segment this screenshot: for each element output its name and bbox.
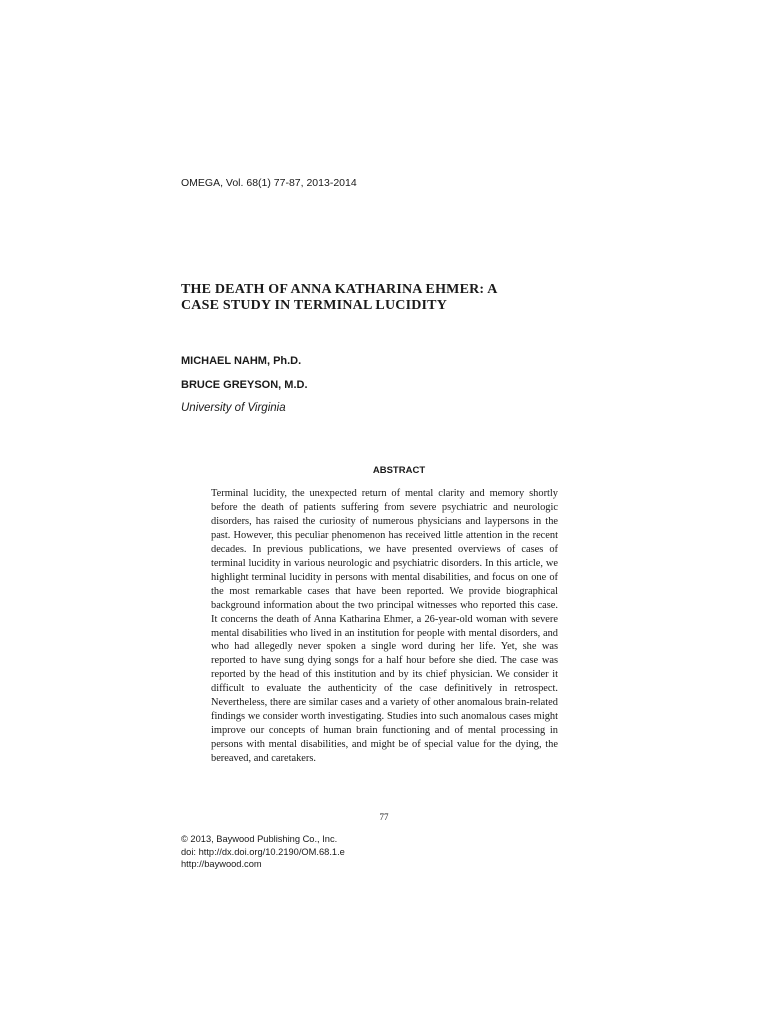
affiliation: University of Virginia [181,402,286,414]
author-2: BRUCE GREYSON, M.D. [181,379,308,391]
publisher-footer [181,833,345,871]
abstract-heading-row [0,465,768,476]
article-title-line-2: CASE STUDY IN TERMINAL LUCIDITY [181,298,448,313]
page-number: 77 [379,812,389,822]
copyright-line: © 2013, Baywood Publishing Co., Inc. [181,834,338,844]
article-title [181,282,601,314]
page-number-row [0,812,768,822]
author-1: MICHAEL NAHM, Ph.D. [181,355,302,367]
abstract-body: Terminal lucidity, the unexpected return of mental clarity and memory shortly before the death of patients suffering from severe psychiatric and neurologic disorders, has raised the curiosity of numerous physicians and laypersons in the past. However, this peculiar phenomenon has received little attention in the recent decades. In previous publications, we have presented overviews of cases of terminal lucidity in various neurologic and psychiatric disorders. In this article, we highlight terminal lucidity in persons with mental disabilities, and focus on one of the most remarkable cases that have been reported. We provide biographical background information about the two principal witnesses who reported this case. It concerns the death of Anna Katharina Ehmer, a 26-year-old woman with severe mental disabilities who lived in an institution for people with mental disorders, and who had allegedly never spoken a single word during her life. Yet, she was reported to have sung dying songs for a half hour before she died. The case was reported by the head of this institution and by its chief physician. We consider it difficult to evaluate the authenticity of the case definitively in retrospect. Nevertheless, there are similar cases and a variety of other anomalous brain-related findings we consider worth investigating. Studies into such anomalous cases might improve our concepts of human brain functioning and of mental processing in persons with mental disabilities, and might be of special value for the dying, the bereaved, and caretakers. [211,488,558,765]
journal-reference: OMEGA, Vol. 68(1) 77-87, 2013-2014 [181,177,357,189]
doi-line[interactable]: doi: http://dx.doi.org/10.2190/OM.68.1.e [181,846,345,857]
abstract-heading: ABSTRACT [372,465,426,476]
article-title-line-1: THE DEATH OF ANNA KATHARINA EHMER: A [181,282,498,297]
publisher-url[interactable]: http://baywood.com [181,859,262,869]
